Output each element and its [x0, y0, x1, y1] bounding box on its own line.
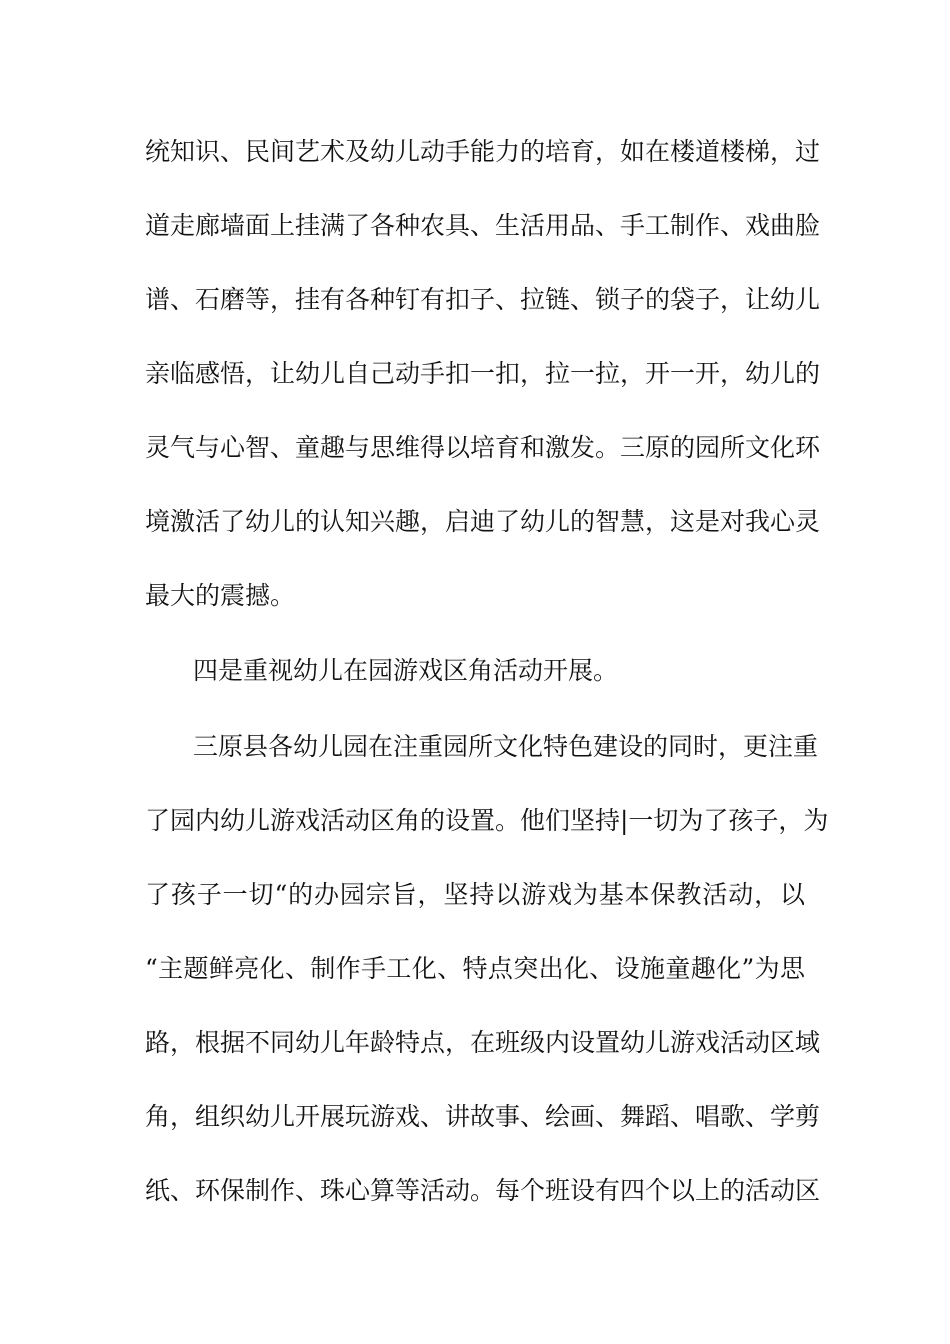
paragraph-line: 纸、环保制作、珠心算等活动。每个班设有四个以上的活动区: [145, 1176, 821, 1205]
paragraph-line: 统知识、民间艺术及幼儿动手能力的培育，如在楼道楼梯，过: [145, 137, 821, 166]
paragraph-line: 路，根据不同幼儿年龄特点，在班级内设置幼儿游戏活动区域: [145, 1028, 821, 1057]
paragraph-line: 角，组织幼儿开展玩游戏、讲故事、绘画、舞蹈、唱歌、学剪: [145, 1102, 821, 1131]
paragraph-line: 道走廊墙面上挂满了各种农具、生活用品、手工制作、戏曲脸: [145, 211, 821, 240]
paragraph-line: 谱、石磨等，挂有各种钉有扣子、拉链、锁子的袋子，让幼儿: [145, 285, 821, 314]
paragraph-line: 最大的震撼。: [145, 581, 296, 610]
paragraph-line: 了孩子一切“的办园宗旨，坚持以游戏为基本保教活动，以: [145, 880, 805, 909]
section-heading: 四是重视幼儿在园游戏区角活动开展。: [193, 656, 619, 685]
paragraph-line: 了园内幼儿游戏活动区角的设置。他们坚持|一切为了孩子，为: [145, 806, 829, 835]
paragraph-line: 亲临感悟，让幼儿自己动手扣一扣，拉一拉，开一开，幼儿的: [145, 359, 821, 388]
paragraph-line: “主题鲜亮化、制作手工化、特点突出化、设施童趣化”为思: [145, 954, 805, 983]
paragraph-line: 三原县各幼儿园在注重园所文化特色建设的同时，更注重: [193, 732, 819, 761]
paragraph-line: 境激活了幼儿的认知兴趣，启迪了幼儿的智慧，这是对我心灵: [145, 507, 821, 536]
paragraph-line: 灵气与心智、童趣与思维得以培育和激发。三原的园所文化环: [145, 433, 821, 462]
